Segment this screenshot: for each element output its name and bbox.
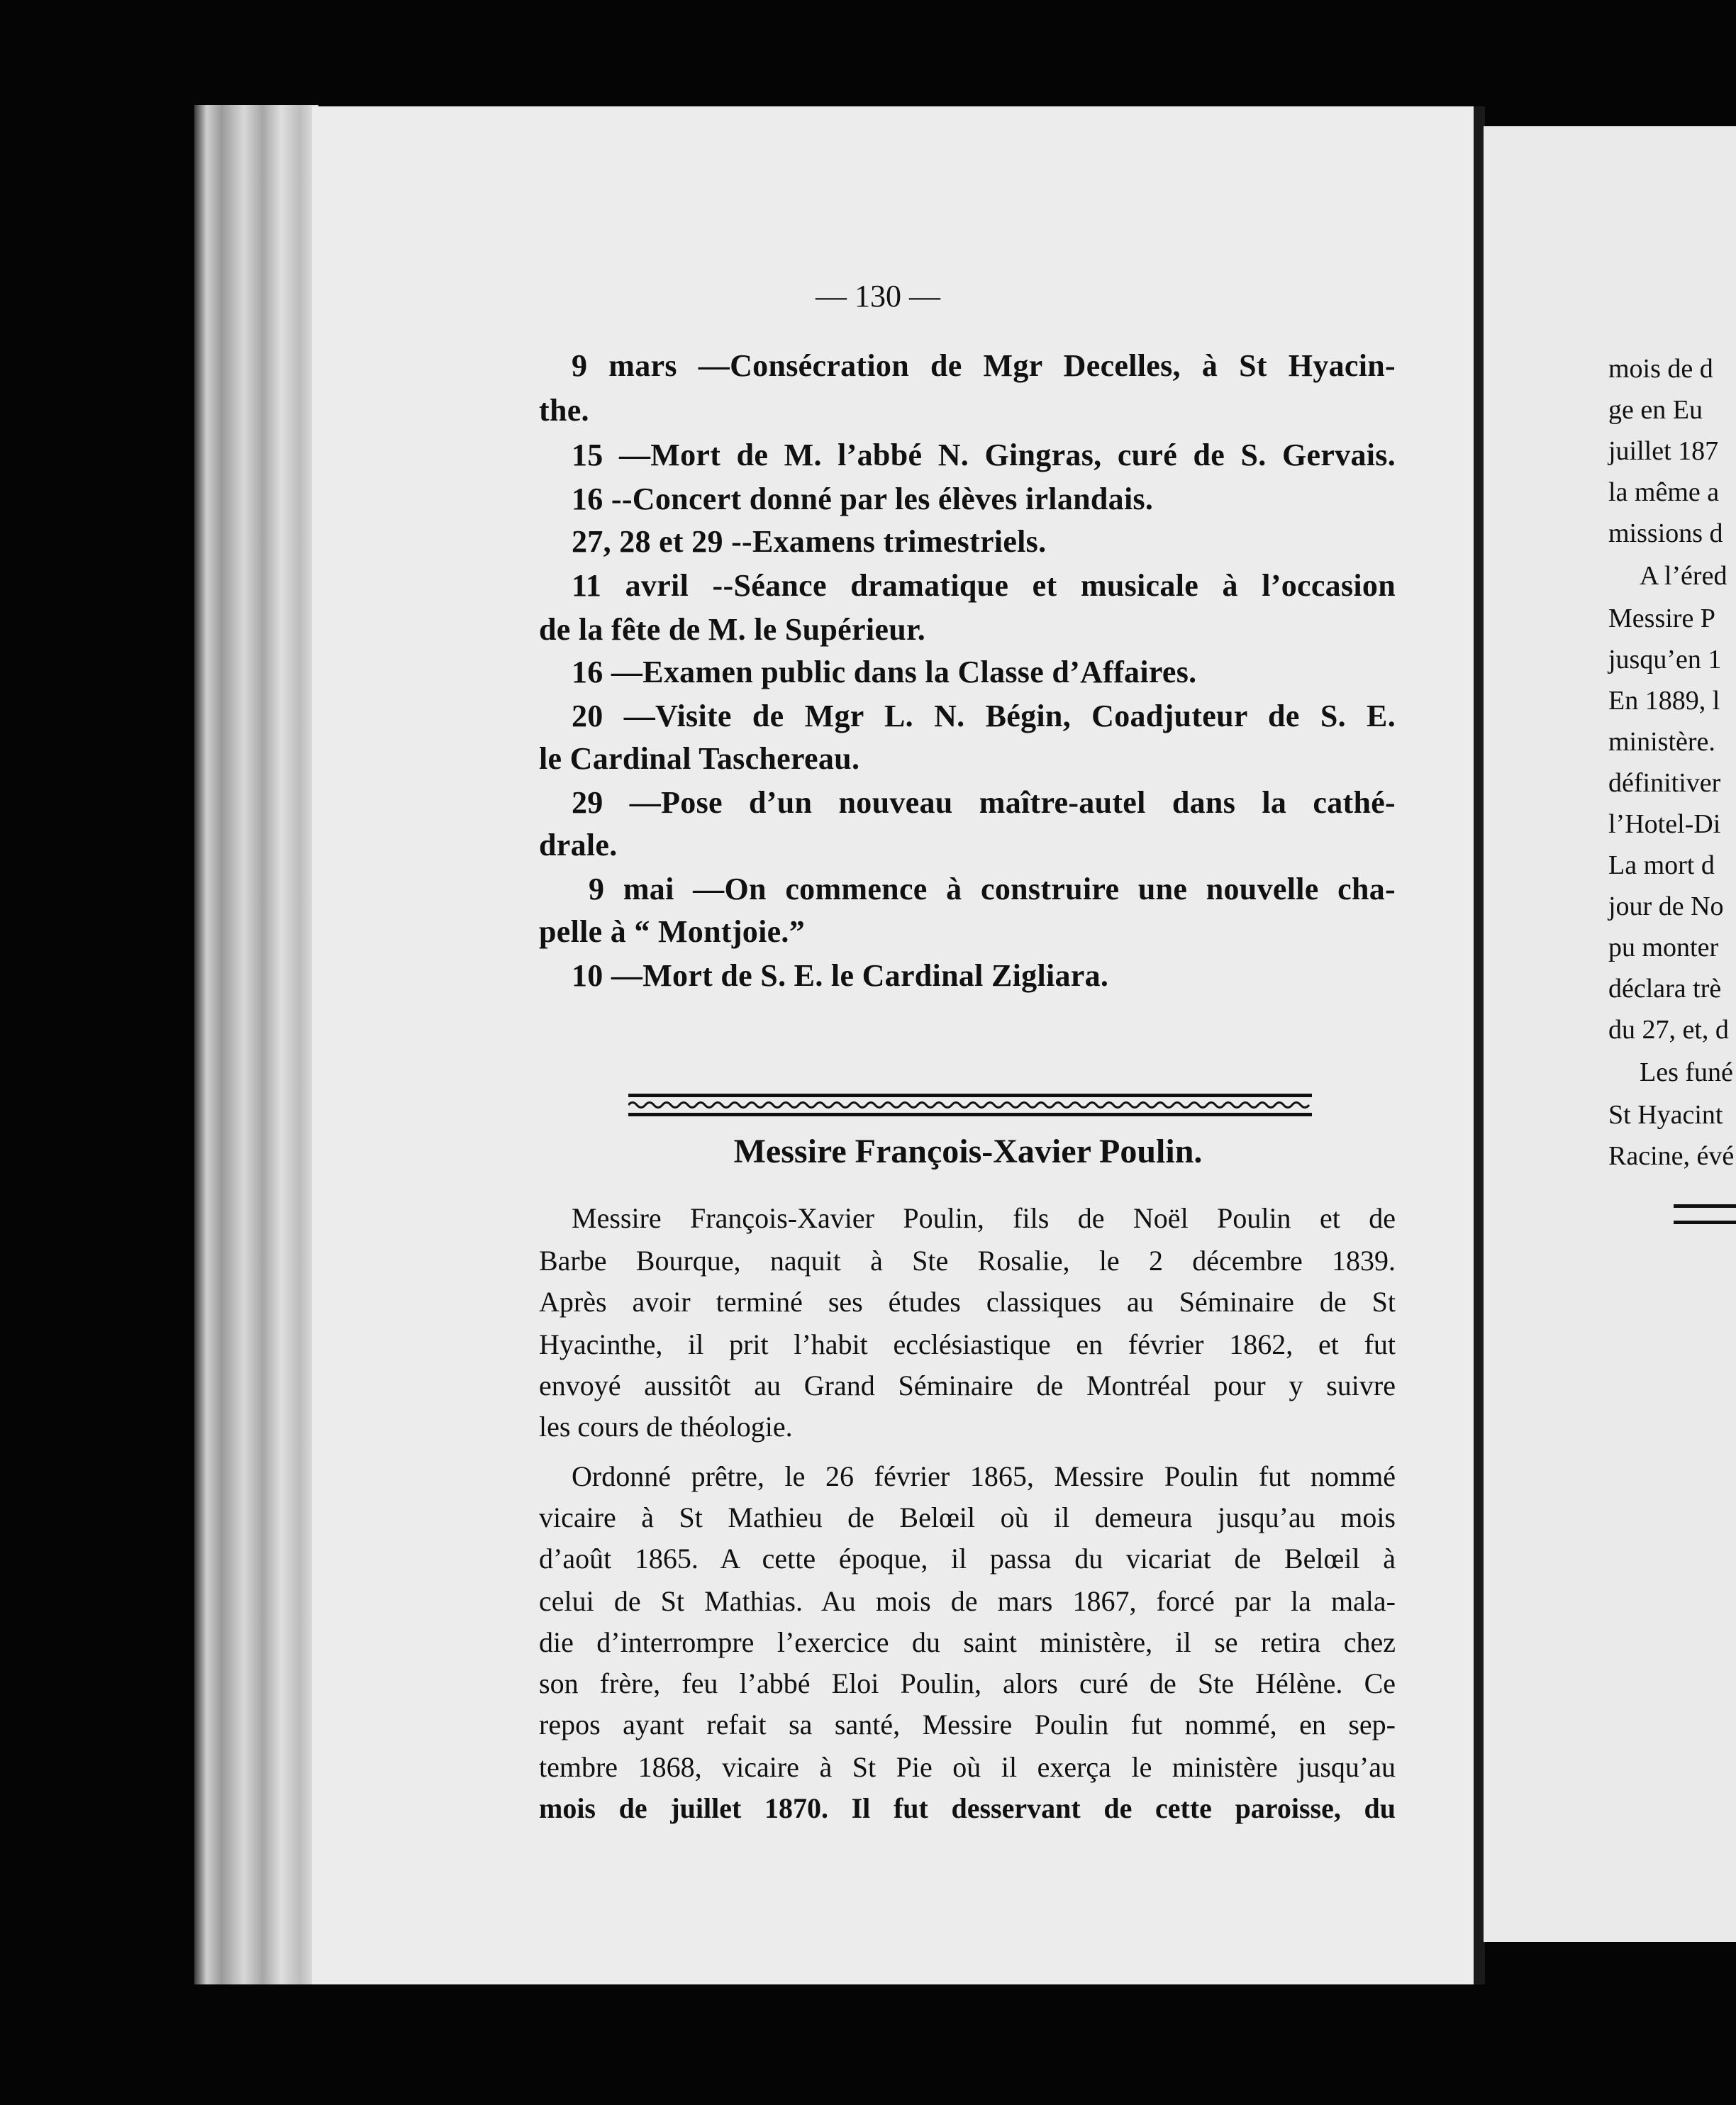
ornamental-rule (1674, 1204, 1736, 1224)
chronology-line: the. (539, 393, 589, 428)
body-line: son frère, feu l’abbé Eloi Poulin, alors curé de Ste Hélène. Ce (539, 1667, 1396, 1699)
section-title: Messire François-Xavier Poulin. (733, 1133, 1203, 1170)
body-line: tembre 1868, vicaire à St Pie où il exerça le ministère jusqu’au (539, 1751, 1396, 1783)
right-page-line: Messire P (1608, 604, 1715, 633)
chronology-line: 27, 28 et 29 --Examens trimestriels. (572, 524, 1047, 559)
right-page-line: A l’éred (1640, 561, 1727, 591)
body-line: repos ayant refait sa santé, Messire Poulin fut nommé, en sep- (539, 1709, 1396, 1740)
body-line: Messire François-Xavier Poulin, fils de Noël Poulin et de (572, 1202, 1396, 1234)
chronology-line: 16 —Examen public dans la Classe d’Affaires. (572, 655, 1197, 689)
chronology-line: pelle à “ Montjoie.” (539, 914, 806, 949)
right-page-line: En 1889, l (1608, 686, 1720, 716)
right-page-line: jusqu’en 1 (1608, 645, 1722, 674)
body-line: mois de juillet 1870. Il fut desservant de cette paroisse, du (539, 1792, 1396, 1824)
right-page-line: du 27, et, d (1608, 1015, 1729, 1045)
chronology-line: 20 —Visite de Mgr L. N. Bégin, Coadjuteur de S. E. (572, 699, 1396, 733)
chronology-line: 16 --Concert donné par les élèves irlandais. (572, 482, 1154, 516)
wave-ornament-icon (628, 1100, 1312, 1110)
body-line: vicaire à St Mathieu de Belœil où il demeura jusqu’au mois (539, 1501, 1396, 1533)
body-line: celui de St Mathias. Au mois de mars 1867, forcé par la mala- (539, 1585, 1396, 1617)
right-page-line: la même a (1608, 477, 1720, 507)
body-line: d’août 1865. A cette époque, il passa du vicariat de Belœil à (539, 1543, 1396, 1574)
chronology-line: 11 avril --Séance dramatique et musicale à l’occasion (572, 568, 1396, 603)
right-page-line: Les funé (1640, 1057, 1733, 1087)
right-page-line: jour de No (1608, 892, 1724, 921)
right-page-line: mois de d (1608, 354, 1713, 384)
chronology-line: 9 mai —On commence à construire une nouvelle cha- (589, 872, 1396, 906)
body-line: les cours de théologie. (539, 1411, 793, 1443)
chronology-line: 29 —Pose d’un nouveau maître-autel dans la cathé- (572, 785, 1396, 820)
right-page-line: ge en Eu (1608, 395, 1703, 425)
body-line: envoyé aussitôt au Grand Séminaire de Montréal pour y suivre (539, 1370, 1396, 1401)
right-page (1484, 126, 1736, 1942)
left-page (312, 106, 1474, 1984)
body-line: Après avoir terminé ses études classiques au Séminaire de St (539, 1286, 1396, 1318)
chronology-line: 10 —Mort de S. E. le Cardinal Zigliara. (572, 958, 1109, 993)
right-page-line: St Hyacint (1608, 1100, 1723, 1130)
right-page-line: juillet 187 (1608, 436, 1719, 466)
right-page-line: missions d (1608, 518, 1723, 548)
chronology-line: 15 —Mort de M. l’abbé N. Gingras, curé de S. Gervais. (572, 438, 1396, 472)
right-page-line: Racine, évé (1608, 1141, 1735, 1171)
body-line: Barbe Bourque, naquit à Ste Rosalie, le 2 décembre 1839. (539, 1245, 1396, 1277)
chronology-line: de la fête de M. le Supérieur. (539, 612, 926, 647)
right-page-line: déclara trè (1608, 974, 1722, 1004)
body-line: Ordonné prêtre, le 26 février 1865, Messire Poulin fut nommé (572, 1460, 1396, 1492)
right-page-line: ministère. (1608, 727, 1715, 757)
right-page-line: La mort d (1608, 850, 1715, 880)
right-page-line: définitiver (1608, 768, 1721, 798)
ornamental-rule (628, 1094, 1312, 1116)
right-page-line: l’Hotel-Di (1608, 809, 1721, 839)
body-line: die d’interrompre l’exercice du saint ministère, il se retira chez (539, 1626, 1396, 1658)
page-number: — 130 — (816, 279, 940, 313)
page-edge-stack (194, 105, 318, 1984)
body-line: Hyacinthe, il prit l’habit ecclésiastique en février 1862, et fut (539, 1328, 1396, 1360)
chronology-line: 9 mars —Consécration de Mgr Decelles, à St Hyacin- (572, 348, 1396, 383)
right-page-line: pu monter (1608, 933, 1719, 962)
chronology-line: drale. (539, 828, 618, 862)
chronology-line: le Cardinal Taschereau. (539, 741, 860, 776)
